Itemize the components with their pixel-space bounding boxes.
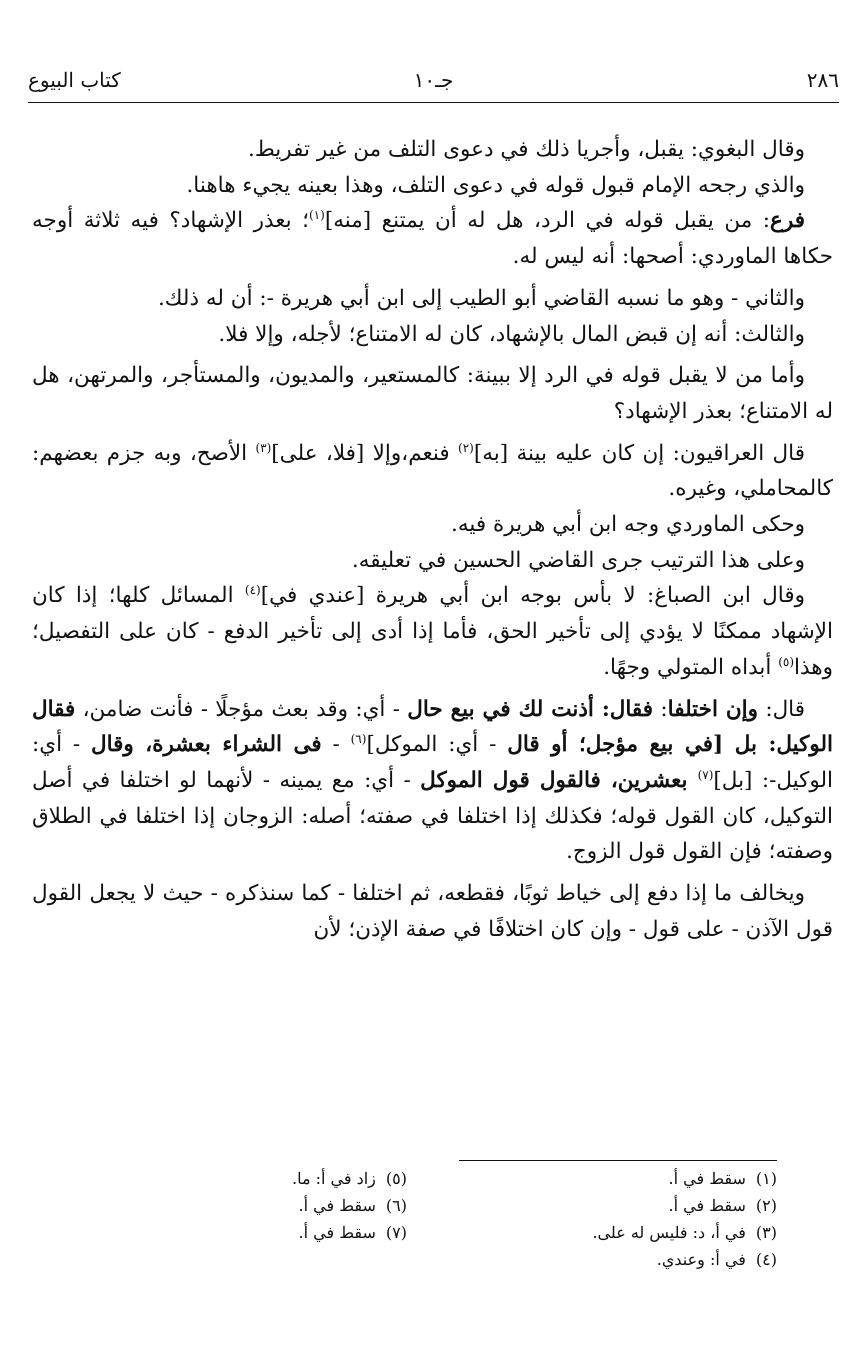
main-text	[32, 132, 833, 947]
paragraph-6: وأما من لا يقبل قوله في الرد إلا ببينة: كالمستعير، والمديون، والمستأجر، والمرتهن، هل له الامتناع؛ بعذر الإشهاد؟	[32, 363, 833, 424]
page-header	[28, 64, 839, 96]
header-rule	[28, 102, 839, 103]
paragraph-4: والثاني - وهو ما نسبه القاضي أبو الطيب إلى ابن أبي هريرة -: أن له ذلك.	[157, 285, 805, 311]
paragraph-7-text-b: فنعم،وإلا [فلا، على]	[271, 440, 458, 466]
footnote-number: (١)	[755, 1169, 777, 1188]
footnote-ref-3[interactable]: (٣)	[255, 440, 272, 455]
footnote-6	[77, 1192, 407, 1219]
page-number: ٢٨٦	[806, 68, 839, 92]
footnote-text: سقط في أ.	[298, 1223, 376, 1242]
footnote-7	[77, 1219, 407, 1246]
paragraph-10-text-c: أبداه المتولي وجهًا.	[603, 654, 779, 680]
paragraph-9: وعلى هذا الترتيب جرى القاضي الحسين في تعليقه.	[351, 547, 805, 573]
paragraph-1: وقال البغوي: يقبل، وأجريا ذلك في دعوى التلف من غير تفريط.	[248, 137, 805, 162]
footnote-number: (٤)	[755, 1250, 777, 1269]
footnote-number: (٣)	[755, 1223, 777, 1242]
paragraph-7	[32, 436, 833, 507]
paragraph-11-text-d: - أي: وقد بعث مؤجلًا - فأنت ضامن،	[75, 696, 408, 722]
footnote-ref-1[interactable]: (١)	[308, 208, 325, 223]
paragraph-7-text-c: الأصح، وبه جزم بعضهم: كالمحاملي، وغيره.	[32, 440, 833, 502]
matn-text-3: فقال الوكيل: بل [في بيع مؤجل؛ أو قال	[32, 696, 834, 758]
footnote-ref-6[interactable]: (٦)	[350, 732, 367, 747]
paragraph-11-text-g: - أي: الوكيل-:	[32, 732, 833, 793]
paragraph-11	[32, 692, 833, 871]
paragraph-8: وحكى الماوردي وجه ابن أبي هريرة فيه.	[451, 512, 805, 538]
footnote-text: سقط في أ.	[668, 1169, 746, 1188]
paragraph-11-text-a: قال:	[758, 696, 806, 722]
footnote-5	[77, 1165, 407, 1192]
bracket-bal: [بل]	[713, 767, 753, 793]
footnote-column-right	[447, 1165, 777, 1273]
footnote-1	[447, 1165, 777, 1192]
paragraph-3-text-b: ؛ بعذر الإشهاد؟ فيه ثلاثة أوجه حكاها الماوردي: أصحها: أنه ليس له.	[32, 208, 833, 270]
footnote-2	[447, 1192, 777, 1219]
paragraph-11-text-e: - أي: الموكل]	[366, 732, 508, 758]
matn-text-2: فقال: أذنت لك في بيع حال	[407, 696, 654, 722]
paragraph-3-text-a: : من يقبل قوله في الرد، هل له أن يمتنع [منه]	[324, 208, 771, 234]
footnote-number: (٧)	[385, 1223, 407, 1242]
footnote-text: سقط في أ.	[298, 1196, 376, 1215]
paragraph-12: ويخالف ما إذا دفع إلى خياط ثوبًا، فقطعه، ثم اختلفا - كما سنذكره - حيث لا يجعل القول قول الآذن - على قول - وإن كان اختلافًا في صفة الإذن؛ لأن	[32, 881, 833, 942]
footnote-text: سقط في أ.	[668, 1196, 746, 1215]
footnote-text: في أ: وعندي.	[656, 1250, 746, 1269]
paragraph-11-text-c: :	[653, 696, 668, 722]
paragraph-7-text-a: قال العراقيون: إن كان عليه بينة [به]	[473, 440, 805, 466]
book-title: كتاب البيوع	[28, 68, 121, 92]
paragraph-2: والذي رجحه الإمام قبول قوله في دعوى التلف، وهذا بعينه يجيء هاهنا.	[186, 172, 805, 198]
paragraph-11-text-h: - أي: مع يمينه - لأنهما لو اختلفا في أصل التوكيل، كان القول قوله؛ فكذلك إذا اختلفا في صفته؛ أصله: الزوجان إذا اختلفا في الطلاق وصفته؛ فإن القول قول الزوج.	[32, 767, 833, 865]
footnotes	[60, 1165, 777, 1273]
paragraph-5: والثالث: أنه إن قبض المال بالإشهاد، كان له الامتناع؛ لأجله، وإلا فلا.	[218, 321, 805, 347]
matn-text-5: بعشرين، فالقول قول الموكل	[420, 767, 698, 793]
footnote-text: في أ، د: فليس له على.	[592, 1223, 746, 1242]
paragraph-11-text-f: -	[321, 732, 351, 758]
footnote-ref-7[interactable]: (٧)	[697, 767, 714, 782]
footnote-3	[447, 1219, 777, 1246]
footnote-rule	[459, 1160, 777, 1161]
matn-text-1: وإن اختلفا	[667, 696, 759, 722]
footnote-ref-5[interactable]: (٥)	[778, 654, 795, 669]
paragraph-10	[32, 578, 833, 685]
footnote-text: زاد في أ: ما.	[292, 1169, 376, 1188]
paragraph-10-text-a: وقال ابن الصباغ: لا بأس بوجه ابن أبي هريرة [عندي في]	[260, 583, 805, 609]
footnote-column-left	[77, 1165, 407, 1273]
far-label: فرع	[770, 208, 805, 234]
matn-text-4: فى الشراء بعشرة، وقال	[90, 732, 322, 758]
volume-label: جـ١٠	[413, 68, 454, 92]
footnote-4	[447, 1246, 777, 1273]
footnote-ref-4[interactable]: (٤)	[244, 583, 261, 598]
paragraph-3	[32, 203, 833, 274]
footnote-number: (٥)	[385, 1169, 407, 1188]
footnote-number: (٦)	[385, 1196, 407, 1215]
footnote-number: (٢)	[755, 1196, 777, 1215]
footnote-ref-2[interactable]: (٢)	[458, 440, 474, 455]
paragraph-10-text-b: المسائل كلها؛ إذا كان الإشهاد ممكنًا لا يؤدي إلى تأخير الحق، فأما إذا أدى إلى تأخير الدفع - كان على التفصيل؛ وهذا	[32, 583, 833, 680]
